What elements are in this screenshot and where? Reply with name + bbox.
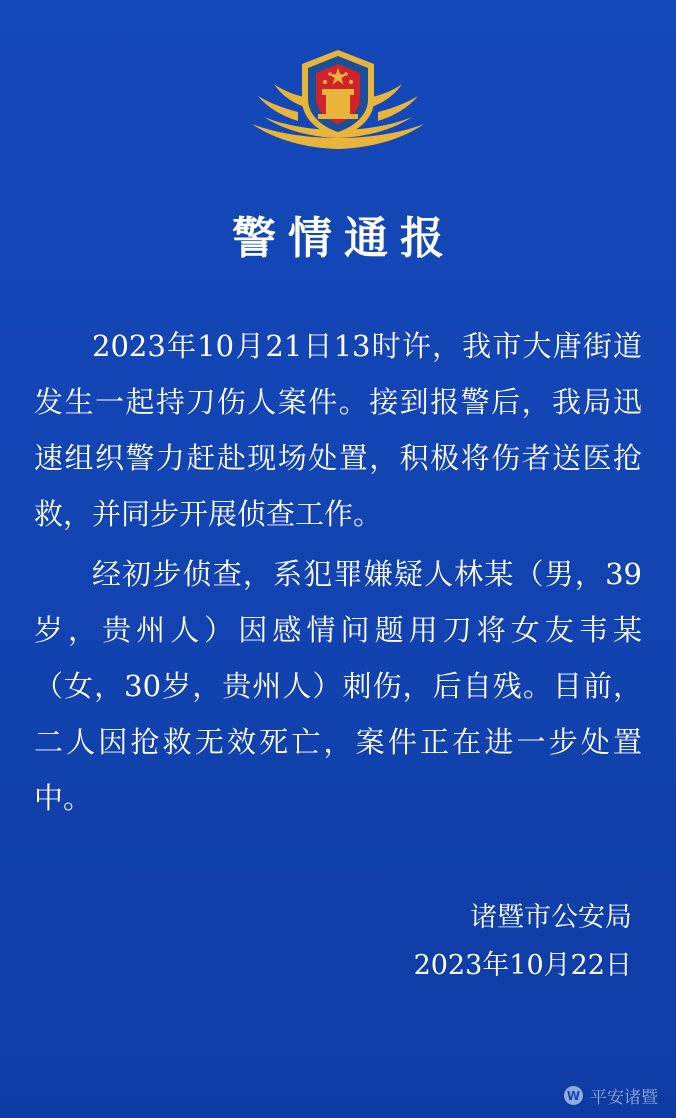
page-title: 警情通报 <box>232 213 456 264</box>
china-police-badge-icon <box>238 42 438 158</box>
signature-date: 2023年10月22日 <box>413 950 632 981</box>
signature-block <box>414 894 632 990</box>
watermark-label: 平安诸暨 <box>590 1088 658 1108</box>
notice-body <box>34 318 642 826</box>
emblem-container <box>0 0 676 158</box>
watermark <box>564 1083 658 1108</box>
signature-issuer: 诸暨市公安局 <box>470 902 632 933</box>
weibo-icon: W <box>564 1086 583 1105</box>
notice-paragraph-2: 经初步侦查，系犯罪嫌疑人林某（男，39岁，贵州人）因感情问题用刀将女友韦某（女，30岁，贵州人）刺伤，后自残。目前，二人因抢救无效死亡，案件正在进一步处置中。 <box>34 557 642 815</box>
notice-paragraph-1: 2023年10月21日13时许，我市大唐街道发生一起持刀伤人案件。接到报警后，我局迅速组织警力赶赴现场处置，积极将伤者送医抢救，并同步开展侦查工作。 <box>34 329 642 531</box>
